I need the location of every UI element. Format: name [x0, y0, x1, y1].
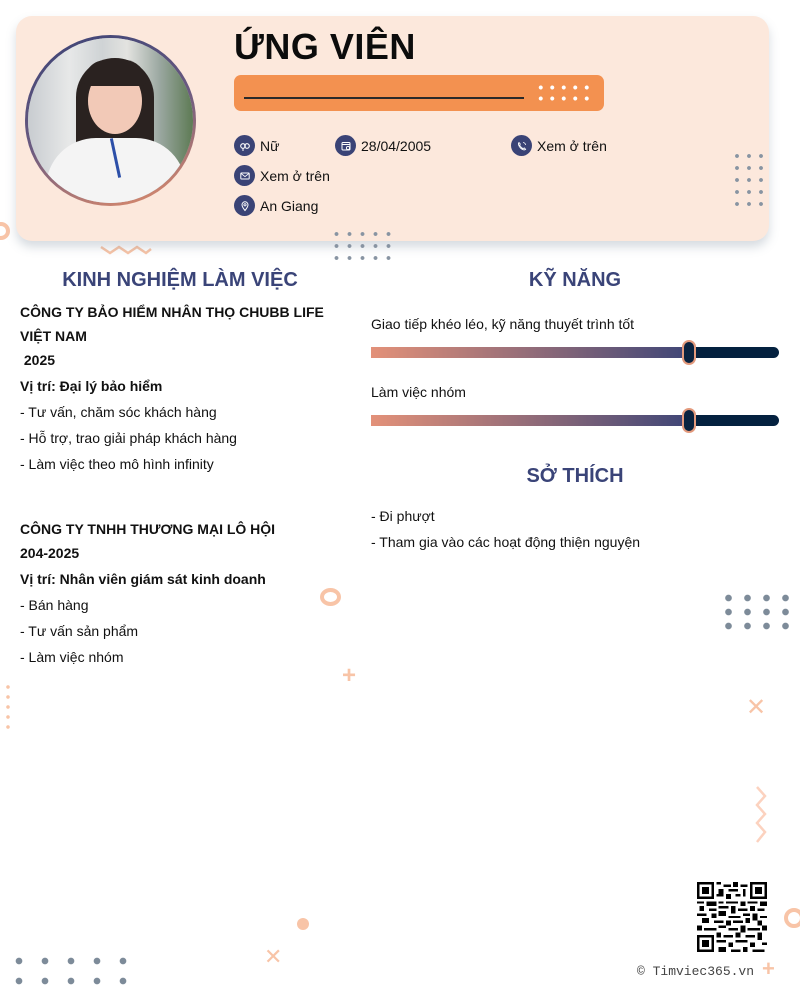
deco-zigzag: [755, 786, 769, 846]
decorative-dots: [4, 682, 12, 730]
experience-period: 2025: [20, 352, 56, 368]
calendar-icon: [335, 135, 356, 156]
skill-bar-knob: [682, 408, 696, 433]
email-icon: [234, 165, 255, 186]
location-icon: [234, 195, 255, 216]
experience-bullet: - Bán hàng: [20, 597, 89, 613]
deco-plus: +: [762, 956, 775, 981]
decorative-dots: [535, 82, 591, 104]
hobby-item: - Tham gia vào các hoạt động thiện nguyện: [371, 534, 641, 550]
hobbies-section-title: SỞ THÍCH: [526, 465, 624, 487]
skill-bar-knob: [682, 340, 696, 365]
candidate-name: ỨNG VIÊN: [234, 26, 416, 67]
phone-icon: [511, 135, 532, 156]
info-email: [234, 165, 330, 186]
decorative-dots: [6, 951, 134, 987]
experience-bullet: - Tư vấn, chăm sóc khách hàng: [20, 404, 217, 420]
experience-bullet: - Làm việc theo mô hình infinity: [20, 456, 214, 472]
experience-section-title: KINH NGHIỆM LÀM VIỆC: [62, 269, 298, 291]
footer-copyright[interactable]: © Timviec365.vn: [637, 964, 755, 979]
skills-section-title: KỸ NĂNG: [528, 269, 622, 291]
experience-bullet: - Hỗ trợ, trao giải pháp khách hàng: [20, 430, 237, 446]
decorative-dots: [330, 228, 396, 264]
qr-code: [697, 882, 767, 952]
experience-bullet: - Tư vấn sản phẩm: [20, 623, 139, 639]
avatar: [25, 35, 196, 206]
deco-plus: +: [342, 662, 357, 689]
experience-company: CÔNG TY BẢO HIỂM NHÂN THỌ CHUBB LIFE VIỆT NAM: [20, 304, 324, 344]
hobby-item: - Đi phượt: [371, 508, 435, 524]
experience-role: Vị trí: Nhân viên giám sát kinh doanh: [20, 571, 266, 587]
skill-bar-fill: [371, 415, 689, 426]
skill-bar: [371, 347, 779, 358]
info-address: [234, 195, 318, 216]
gender-value: Nữ: [260, 137, 280, 154]
skill-bar: [371, 415, 779, 426]
decorative-dots: [731, 150, 767, 210]
job-title-bar: [234, 75, 604, 111]
deco-dot: [297, 918, 309, 930]
job-title-placeholder: [244, 97, 524, 99]
experience-bullet: - Làm việc nhóm: [20, 649, 124, 665]
info-phone: [511, 135, 607, 156]
experience-item: [20, 300, 350, 476]
skill-bar-fill: [371, 347, 689, 358]
birthday-value: 28/04/2005: [361, 137, 432, 154]
deco-x: ✕: [746, 694, 767, 721]
deco-ring: [0, 222, 10, 240]
deco-ring: [784, 908, 800, 928]
deco-ring: [320, 588, 341, 606]
info-gender: [234, 135, 279, 156]
gender-icon: [234, 135, 255, 156]
decorative-dots: [719, 591, 795, 633]
skill-label: Giao tiếp khéo léo, kỹ năng thuyết trình tốt: [371, 316, 635, 332]
info-birthday: [335, 135, 431, 156]
email-value: Xem ở trên: [260, 167, 330, 184]
experience-company: CÔNG TY TNHH THƯƠNG MẠI LÔ HỘI: [20, 521, 276, 537]
deco-x: ✕: [264, 944, 283, 969]
deco-zigzag: [100, 244, 152, 256]
skill-label: Làm việc nhóm: [371, 384, 466, 400]
phone-value: Xem ở trên: [537, 137, 607, 154]
avatar-photo: [28, 38, 193, 203]
experience-role: Vị trí: Đại lý bảo hiểm: [20, 378, 163, 394]
experience-item: [20, 517, 350, 669]
experience-period: 204-2025: [20, 545, 80, 561]
address-value: An Giang: [260, 197, 319, 214]
